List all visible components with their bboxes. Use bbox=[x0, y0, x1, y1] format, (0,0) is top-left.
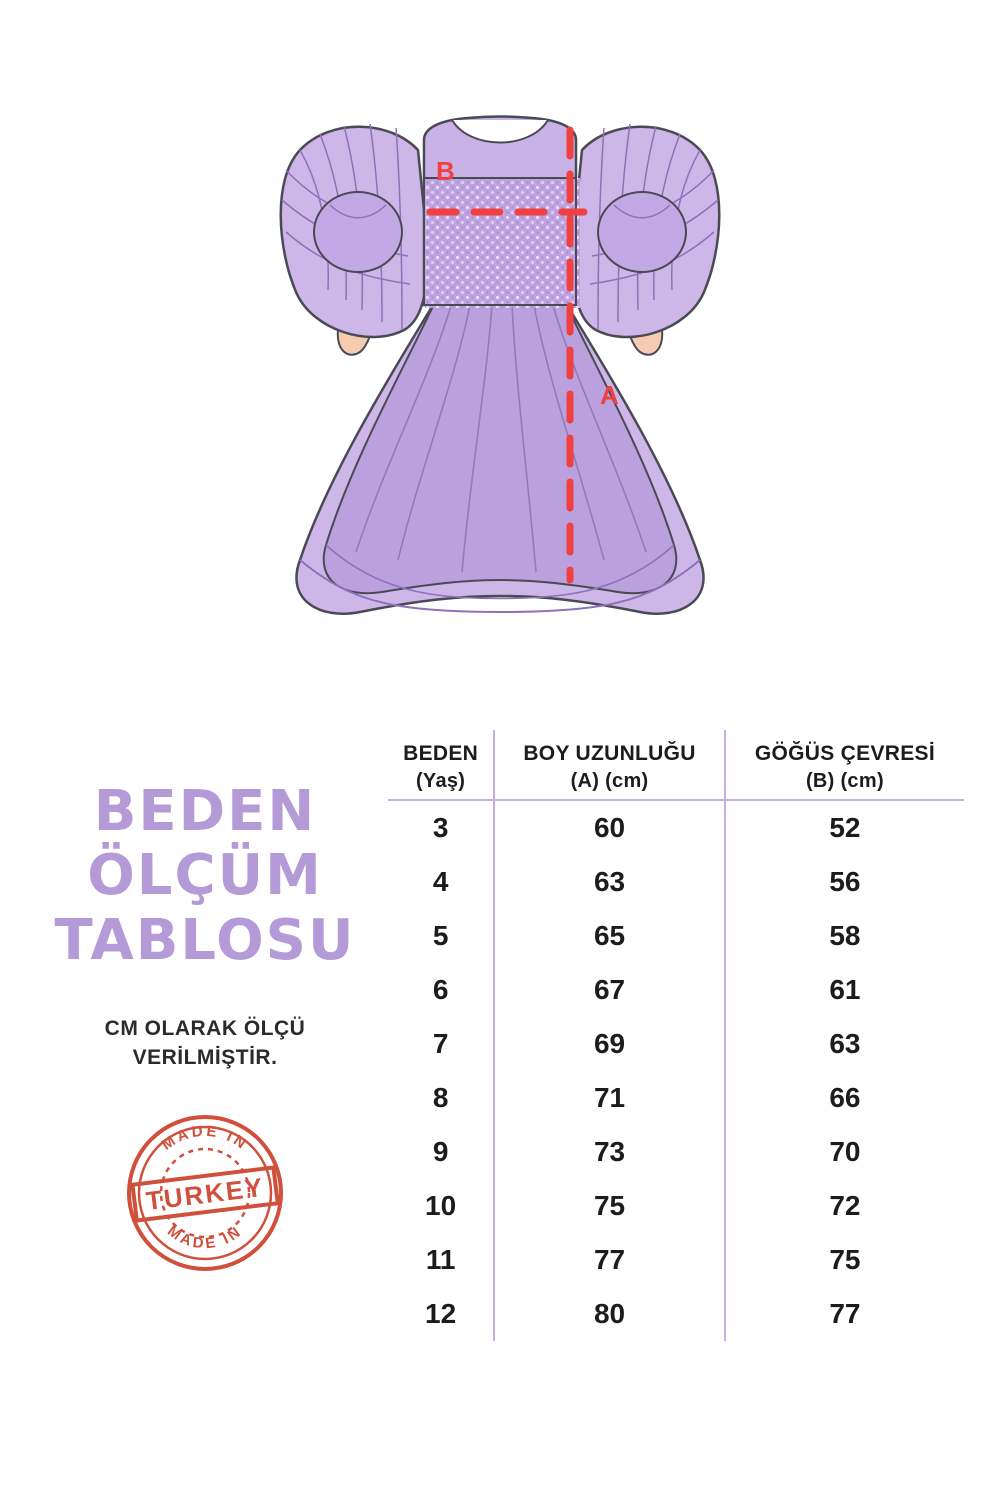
unit-note-line-1: CM OLARAK ÖLÇÜ bbox=[104, 1017, 306, 1041]
cell-size: 3 bbox=[432, 812, 449, 844]
cell-length: 75 bbox=[494, 1179, 725, 1233]
table-row bbox=[388, 1179, 964, 1233]
measure-label-a: A bbox=[600, 380, 619, 410]
title-line-3: TABLOSU bbox=[54, 907, 356, 973]
column-header-length-sub: (A) (cm) bbox=[570, 770, 649, 793]
stamp-top-text: MADE IN bbox=[158, 1122, 252, 1154]
cell-length: 60 bbox=[494, 800, 725, 855]
cell-size: 9 bbox=[432, 1136, 449, 1168]
table-row bbox=[388, 1017, 964, 1071]
column-header-chest-sub: (B) (cm) bbox=[805, 770, 884, 793]
cell-size: 4 bbox=[432, 866, 449, 898]
cell-size: 10 bbox=[425, 1190, 457, 1222]
stamp-bottom-text: MADE IN bbox=[164, 1222, 246, 1253]
table-row bbox=[388, 963, 964, 1017]
table-body bbox=[388, 800, 964, 1341]
table-row bbox=[388, 909, 964, 963]
dress-illustration bbox=[0, 0, 1000, 700]
column-header-size bbox=[388, 730, 494, 800]
stamp-main-text: TURKEY bbox=[144, 1171, 266, 1216]
left-sleeve-shape bbox=[281, 124, 428, 337]
cell-chest: 56 bbox=[725, 855, 964, 909]
size-table bbox=[388, 730, 964, 1341]
cell-size: 11 bbox=[425, 1244, 456, 1276]
cell-size: 6 bbox=[432, 974, 449, 1006]
cell-size: 8 bbox=[432, 1082, 449, 1114]
cell-chest: 75 bbox=[725, 1233, 964, 1287]
cell-chest: 58 bbox=[725, 909, 964, 963]
cell-size: 12 bbox=[425, 1298, 457, 1330]
title-block bbox=[40, 780, 370, 1288]
cell-chest: 72 bbox=[725, 1179, 964, 1233]
cell-length: 73 bbox=[494, 1125, 725, 1179]
table-row bbox=[388, 855, 964, 909]
made-in-turkey-stamp bbox=[40, 1098, 370, 1288]
column-header-length bbox=[494, 730, 725, 800]
table-header bbox=[388, 730, 964, 800]
column-header-chest-main: GÖĞÜS ÇEVRESİ bbox=[754, 742, 935, 765]
cell-length: 71 bbox=[494, 1071, 725, 1125]
table-row bbox=[388, 1125, 964, 1179]
table-row bbox=[388, 1071, 964, 1125]
stamp-icon bbox=[110, 1098, 300, 1288]
title-line-1: BEDEN bbox=[93, 779, 317, 844]
measure-label-b: B bbox=[436, 156, 455, 186]
cell-size: 5 bbox=[432, 920, 449, 952]
right-sleeve-shape bbox=[572, 124, 719, 337]
cell-length: 67 bbox=[494, 963, 725, 1017]
cell-chest: 52 bbox=[725, 800, 964, 855]
column-header-length-main: BOY UZUNLUĞU bbox=[523, 742, 696, 765]
table-row bbox=[388, 1233, 964, 1287]
cell-length: 65 bbox=[494, 909, 725, 963]
unit-note-line-2: VERİLMİŞTİR. bbox=[132, 1045, 278, 1069]
table-row bbox=[388, 1287, 964, 1341]
cell-length: 63 bbox=[494, 855, 725, 909]
column-header-size-sub: (Yaş) bbox=[415, 770, 466, 793]
cell-chest: 66 bbox=[725, 1071, 964, 1125]
page-title bbox=[40, 780, 370, 973]
cell-chest: 61 bbox=[725, 963, 964, 1017]
cell-length: 69 bbox=[494, 1017, 725, 1071]
cell-chest: 63 bbox=[725, 1017, 964, 1071]
title-line-2: ÖLÇÜM bbox=[87, 843, 323, 909]
unit-note bbox=[40, 1015, 370, 1072]
table-row bbox=[388, 800, 964, 855]
column-header-size-main: BEDEN bbox=[403, 742, 479, 765]
cell-length: 80 bbox=[494, 1287, 725, 1341]
cell-chest: 77 bbox=[725, 1287, 964, 1341]
table-header-row bbox=[388, 730, 964, 800]
cell-size: 7 bbox=[432, 1028, 449, 1060]
cell-chest: 70 bbox=[725, 1125, 964, 1179]
column-header-chest bbox=[725, 730, 964, 800]
cell-length: 77 bbox=[494, 1233, 725, 1287]
